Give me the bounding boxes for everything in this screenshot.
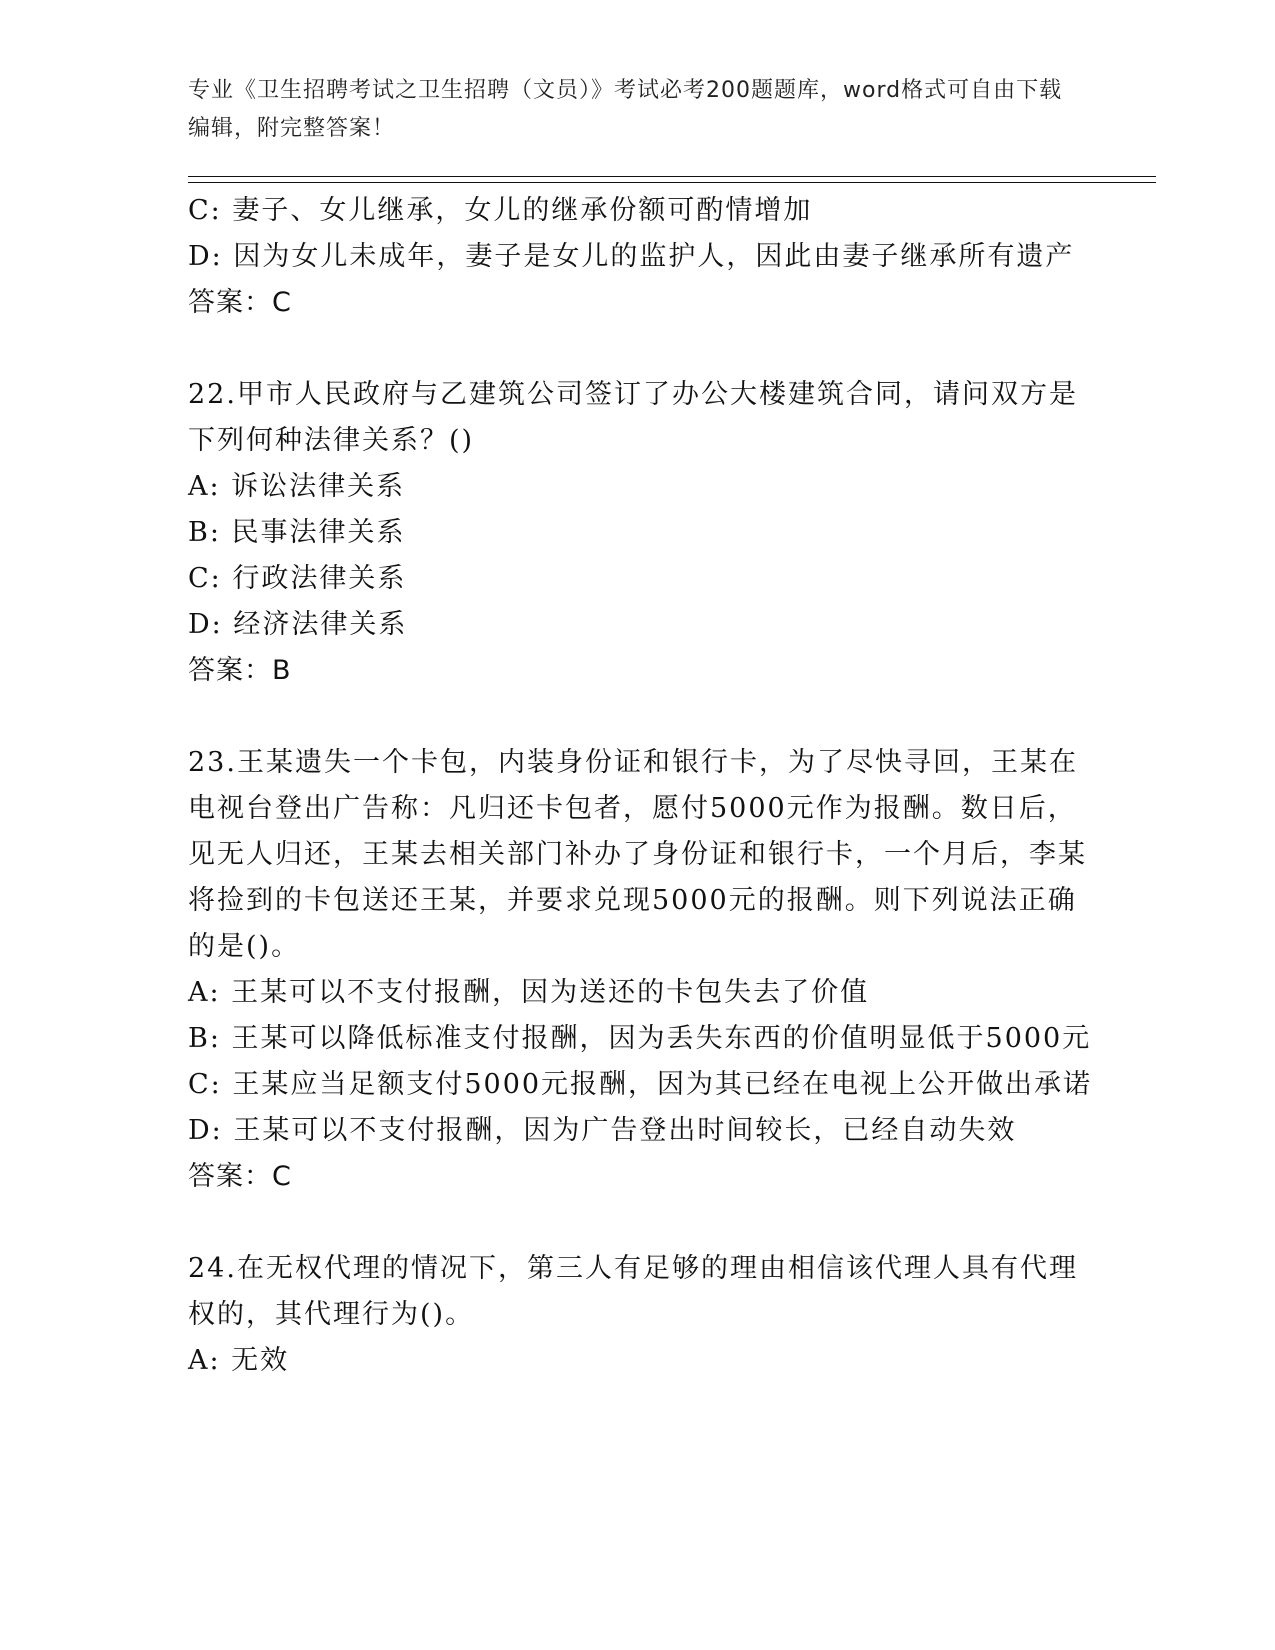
option-c: C: 行政法律关系: [188, 563, 407, 594]
option-b: B: 王某可以降低标准支付报酬，因为丢失东西的价值明显低于5000元: [188, 1023, 1092, 1054]
document-page: [188, 0, 1158, 1650]
option-a: A: 无效: [188, 1345, 290, 1376]
question-spacer: [188, 326, 1093, 372]
option-c: C: 王某应当足额支付5000元报酬，因为其已经在电视上公开做出承诺: [188, 1069, 1093, 1100]
question-24: [188, 1246, 1093, 1384]
answer-line: 答案：B: [188, 655, 292, 686]
option-a: A: 王某可以不支付报酬，因为送还的卡包失去了价值: [188, 977, 870, 1008]
document-header: 专业《卫生招聘考试之卫生招聘（文员）》考试必考200题题库，word格式可自由下载编辑，附完整答案！: [188, 78, 1063, 141]
question-23: [188, 740, 1093, 1200]
question-content: [188, 188, 1093, 1384]
option-d: D: 经济法律关系: [188, 609, 408, 640]
header-divider-thick: [188, 176, 1156, 177]
previous-question-fragment: [188, 188, 1093, 326]
answer-line: 答案：C: [188, 1161, 292, 1192]
option-d: D: 王某可以不支付报酬，因为广告登出时间较长，已经自动失效: [188, 1115, 1017, 1146]
option-a: A: 诉讼法律关系: [188, 471, 406, 502]
question-stem: 23.王某遗失一个卡包，内装身份证和银行卡，为了尽快寻回，王某在电视台登出广告称：凡归还卡包者，愿付5000元作为报酬。数日后，见无人归还，王某去相关部门补办了身份证和银行卡，一个月后，李某将捡到的卡包送还王某，并要求兑现5000元的报酬。则下列说法正确的是()。: [188, 747, 1087, 962]
option-c: C: 妻子、女儿继承，女儿的继承份额可酌情增加: [188, 195, 813, 226]
question-spacer: [188, 1200, 1093, 1246]
header-divider-thin: [188, 182, 1156, 183]
question-spacer: [188, 694, 1093, 740]
option-b: B: 民事法律关系: [188, 517, 406, 548]
question-stem: 24.在无权代理的情况下，第三人有足够的理由相信该代理人具有代理权的，其代理行为()。: [188, 1253, 1078, 1330]
option-d: D: 因为女儿未成年，妻子是女儿的监护人，因此由妻子继承所有遗产: [188, 241, 1075, 272]
question-22: [188, 372, 1093, 694]
question-stem: 22.甲市人民政府与乙建筑公司签订了办公大楼建筑合同，请问双方是下列何种法律关系？(): [188, 379, 1078, 456]
answer-line: 答案：C: [188, 287, 292, 318]
